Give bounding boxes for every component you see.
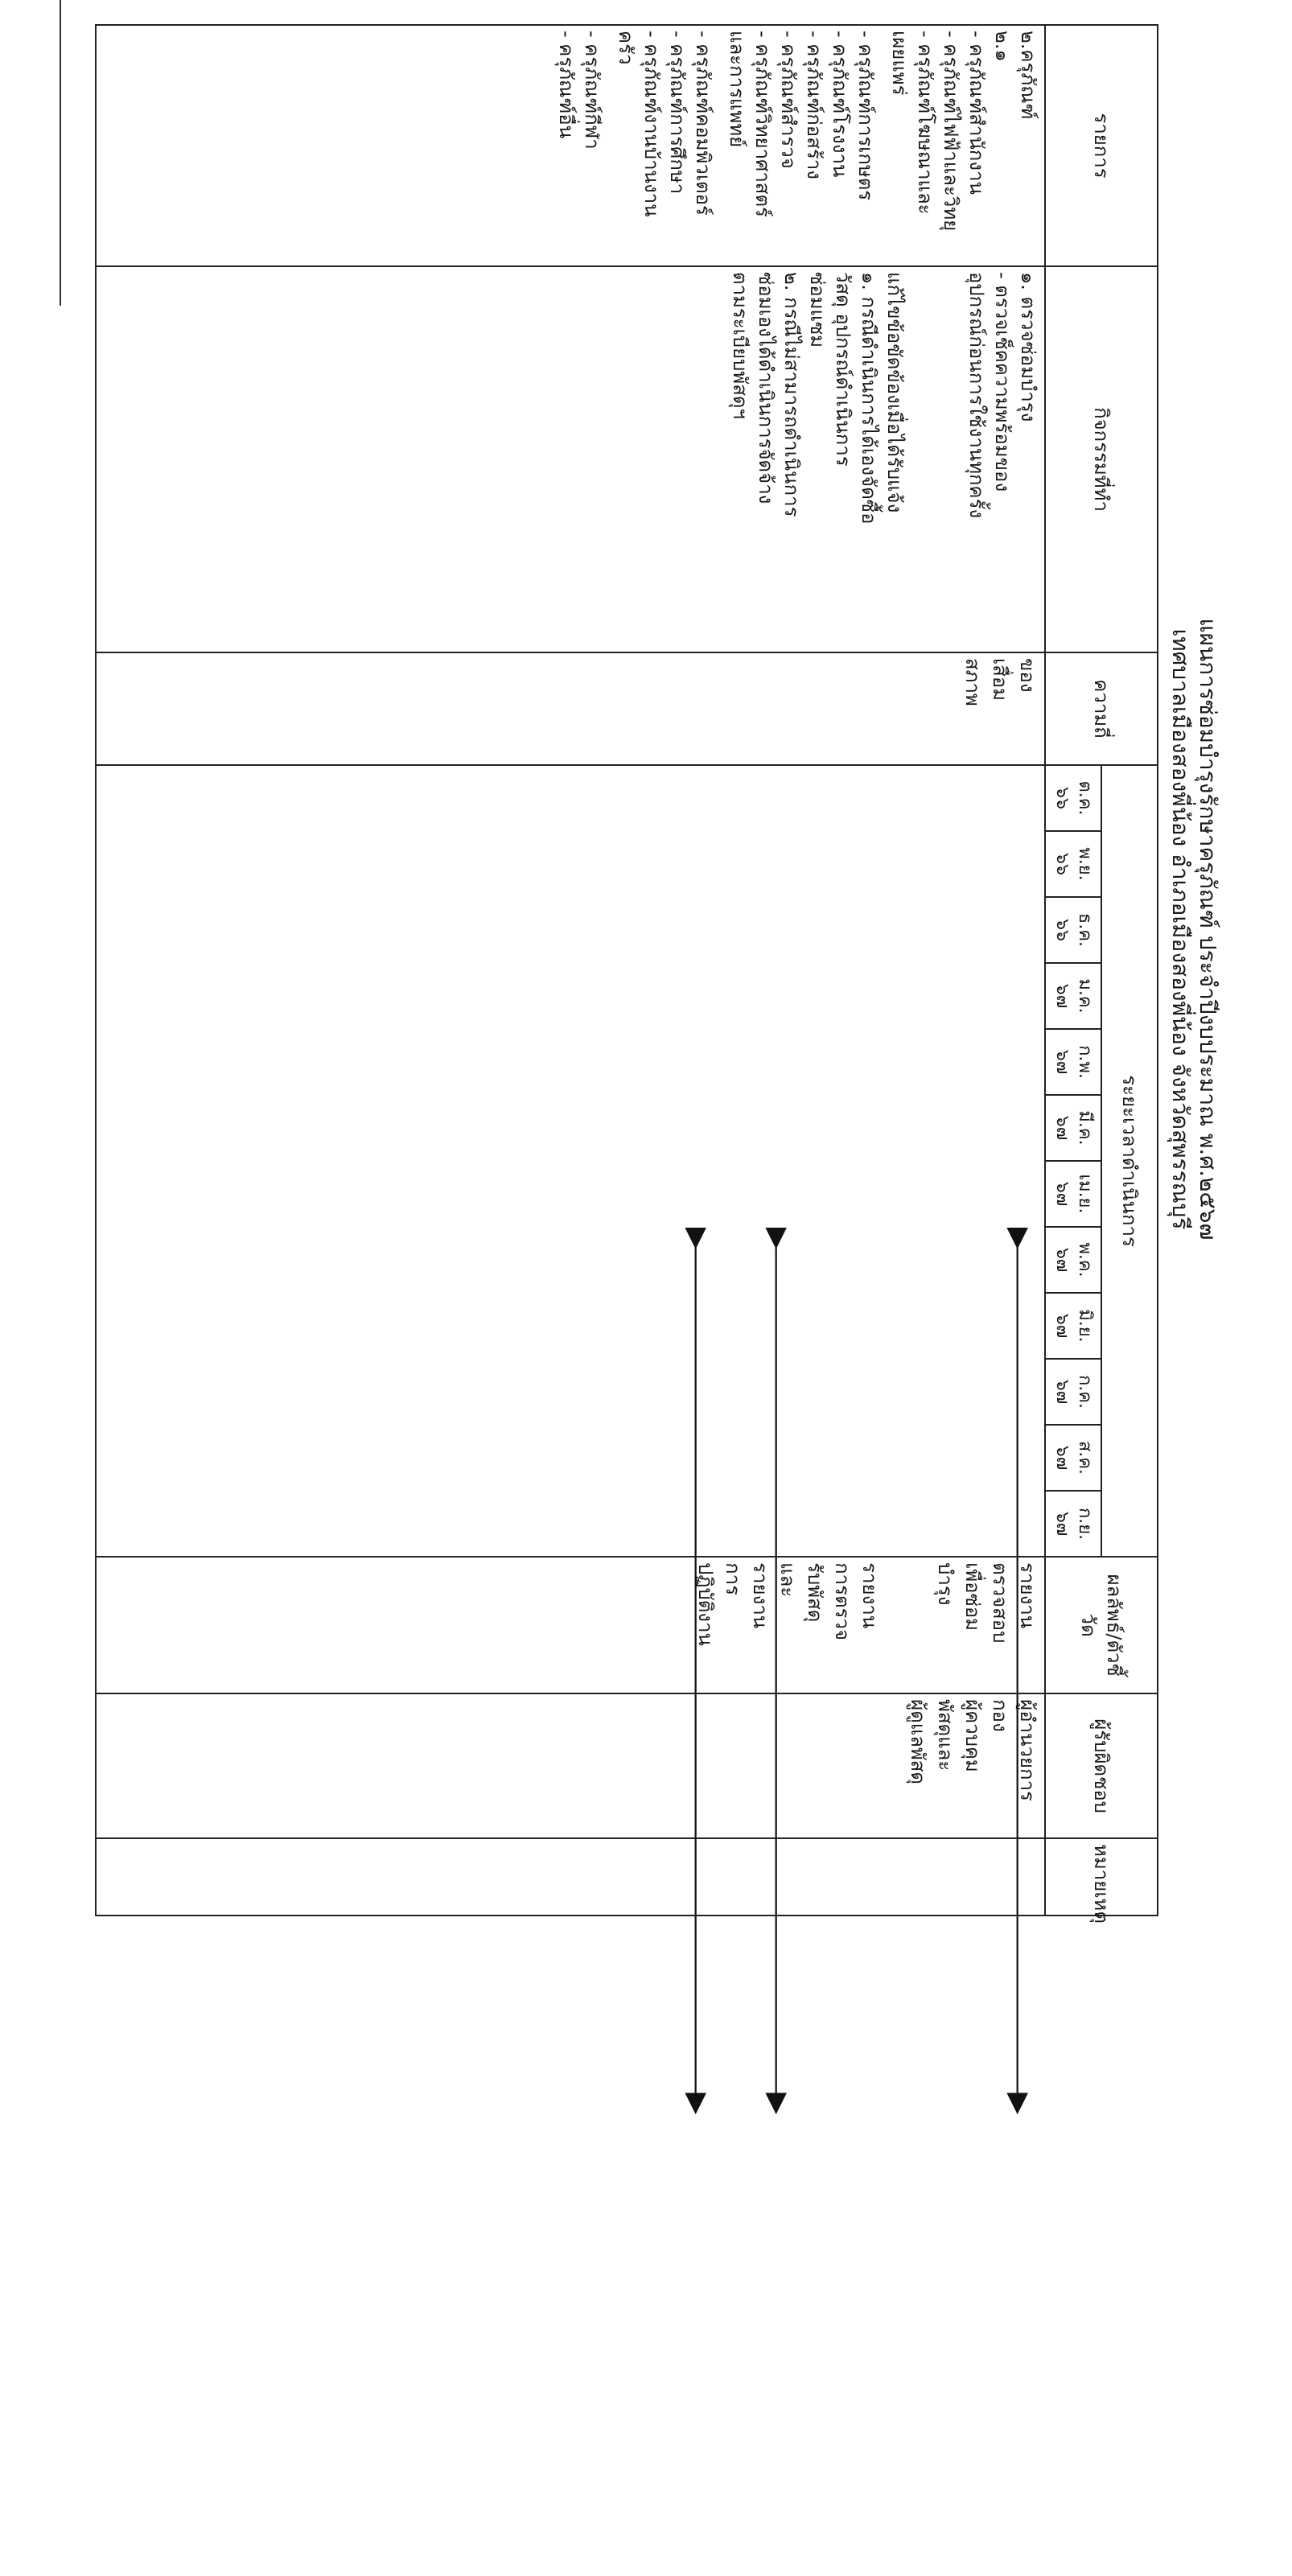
month-header xyxy=(1045,1359,1101,1425)
activity-line: ๑. ตรวจซ่อมบำรุง xyxy=(1017,272,1039,422)
month-name: ธ.ค. xyxy=(1075,912,1095,948)
activity-line: ๑. กรณีดำเนินการได้เองจัดซื้อ xyxy=(858,272,880,525)
output-line: รายงาน xyxy=(1016,1562,1039,1629)
activity-line: - ตรวจเช็คความพร้อมของ xyxy=(991,272,1014,492)
month-year: ๖๗ xyxy=(1052,1247,1072,1273)
output-line: เพื่อซ่อม xyxy=(961,1562,984,1632)
responsible-line: ผู้อำนวยการ xyxy=(1016,1699,1039,1801)
month-header xyxy=(1045,1491,1101,1557)
activity-line xyxy=(907,272,964,647)
month-name: มิ.ย. xyxy=(1075,1309,1095,1343)
document-subtitle: เทศบาลเมืองสองพี่น้อง อำเภอเมืองสองพี่น้อง จังหวัดสุพรรณบุรี xyxy=(1167,628,1194,1230)
header-period: ระยะเวลาดำเนินการ xyxy=(1101,765,1158,1557)
document-title: แผนการซ่อมบำรุงรักษาครุภัณฑ์ ประจำปีงบประมาณ พ.ศ.๒๕๖๗ xyxy=(1195,618,1221,1241)
month-header xyxy=(1045,831,1101,897)
month-header xyxy=(1045,1293,1101,1359)
list-item: และการแพทย์ xyxy=(726,31,748,148)
month-header xyxy=(1045,963,1101,1029)
period-cell xyxy=(96,765,1045,1557)
month-year: ๖๗ xyxy=(1052,1313,1072,1339)
month-year: ๖๗ xyxy=(1052,1049,1072,1075)
remark-cell xyxy=(96,1838,1045,1916)
month-header xyxy=(1045,1425,1101,1491)
month-header xyxy=(1045,765,1101,831)
list-item: - ครุภัณฑ์งานบ้านงาน xyxy=(640,31,663,217)
month-year: ๖๖ xyxy=(1052,919,1072,941)
list-item: - ครุภัณฑ์การศึกษา xyxy=(666,31,689,195)
header-remark: หมายเหตุ xyxy=(1045,1838,1158,1916)
list-item: - ครุภัณฑ์ก่อสร้าง xyxy=(803,31,825,179)
list-item: ๒.๑ xyxy=(991,31,1014,62)
month-year: ๖๖ xyxy=(1052,853,1072,875)
output-line: รับพัสดุ xyxy=(804,1562,826,1623)
responsible-line: ผู้ดูแลพัสดุ xyxy=(907,1699,929,1785)
month-name: มี.ค. xyxy=(1075,1110,1095,1146)
responsible-cell xyxy=(96,1693,1045,1838)
list-item: - ครุภัณฑ์โรงงาน xyxy=(829,31,851,178)
responsible-line: กอง xyxy=(989,1699,1011,1732)
list-item: - ครุภัณฑ์คอมพิวเตอร์ xyxy=(692,31,714,216)
list-item: - ครุภัณฑ์โฆษณาและ xyxy=(914,31,936,215)
activity-line: อุปกรณ์ก่อนการใช้งานทุกครั้ง xyxy=(965,272,988,519)
month-year: ๖๗ xyxy=(1052,1379,1072,1405)
output-line: ปฏิบัติงาน xyxy=(694,1562,717,1646)
output-line: รายงาน xyxy=(858,1562,881,1629)
month-header xyxy=(1045,1227,1101,1293)
output-cell xyxy=(96,1557,1045,1693)
list-item: - ครุภัณฑ์สำนักงาน xyxy=(965,31,988,195)
header-activity: กิจกรรมที่ทำ xyxy=(1045,266,1158,652)
month-name: ต.ค. xyxy=(1075,780,1095,816)
activity-line: ๒. กรณีไม่สามารถดำเนินการ xyxy=(780,272,803,517)
responsible-line: พัสดุและ xyxy=(934,1699,957,1772)
list-item: ๒.ครุภัณฑ์ xyxy=(1017,31,1039,120)
month-year: ๖๖ xyxy=(1052,787,1072,809)
list-item: เผยแพร่ xyxy=(888,31,911,96)
header-frequency: ความถี่ xyxy=(1045,652,1158,765)
month-header xyxy=(1045,1095,1101,1161)
activity-line: ตามระเบียบพัสดุฯ xyxy=(729,272,751,419)
activity-line: ซ่อมเองได้ดำเนินการจัดจ้าง xyxy=(755,272,777,504)
list-item: - ครุภัณฑ์การเกษตร xyxy=(854,31,877,201)
month-name: ม.ค. xyxy=(1075,978,1095,1014)
month-name: เม.ย. xyxy=(1075,1174,1095,1214)
list-item: - ครุภัณฑ์วิทยาศาสตร์ xyxy=(751,31,774,217)
list-item: - ครุภัณฑ์ไฟฟ้าและวิทยุ xyxy=(940,31,962,232)
list-item: - ครุภัณฑ์อื่น xyxy=(555,31,578,139)
month-year: ๖๗ xyxy=(1052,1181,1072,1207)
document-page xyxy=(80,24,1221,1924)
month-name: ก.ย. xyxy=(1075,1507,1095,1541)
month-header xyxy=(1045,1029,1101,1095)
output-line: บำรุง xyxy=(934,1562,957,1606)
frequency-line: เสื่อม xyxy=(989,658,1011,702)
header-responsible: ผู้รับผิดชอบ xyxy=(1045,1693,1158,1838)
month-year: ๖๗ xyxy=(1052,1445,1072,1471)
month-name: พ.ย. xyxy=(1075,847,1095,881)
frequency-line: สภาพ xyxy=(961,658,984,706)
month-year: ๖๗ xyxy=(1052,1511,1072,1537)
frequency-line: ของ xyxy=(1016,658,1039,693)
list-item: - ครุภัณฑ์กีฬา xyxy=(581,31,603,150)
month-name: ก.พ. xyxy=(1075,1045,1095,1079)
month-header xyxy=(1045,897,1101,963)
month-name: ส.ค. xyxy=(1075,1440,1095,1475)
list-cell xyxy=(96,25,1045,266)
responsible-line: ผู้ควบคุม xyxy=(961,1699,984,1772)
activity-line: วัสดุ อุปกรณ์ดำเนินการ xyxy=(832,272,854,467)
list-item: - ครุภัณฑ์สำรวจ xyxy=(777,31,800,169)
month-year: ๖๗ xyxy=(1052,983,1072,1009)
month-header xyxy=(1045,1161,1101,1227)
output-line: รายงาน xyxy=(749,1562,771,1629)
output-line: การตรวจ xyxy=(831,1562,854,1641)
footer-rule xyxy=(60,0,61,306)
output-line: การ xyxy=(722,1562,744,1596)
list-item: ครัว xyxy=(615,31,637,65)
activity-line: แก้ไขข้อขัดข้องเมื่อได้รับแจ้ง xyxy=(883,272,906,513)
output-line: ตรวจสอบ xyxy=(989,1562,1011,1644)
month-name: ก.ค. xyxy=(1075,1374,1095,1409)
header-output: ผลลัพธ์/ตัวชี้วัด xyxy=(1045,1557,1158,1693)
activity-line: ซ่อมแซม xyxy=(806,272,829,348)
month-year: ๖๗ xyxy=(1052,1115,1072,1141)
maintenance-plan-table xyxy=(95,24,1158,1924)
month-name: พ.ค. xyxy=(1075,1242,1095,1278)
frequency-cell xyxy=(96,652,1045,765)
activity-cell xyxy=(96,266,1045,652)
header-list: รายการ xyxy=(1045,25,1158,266)
output-line: และ xyxy=(776,1562,799,1598)
